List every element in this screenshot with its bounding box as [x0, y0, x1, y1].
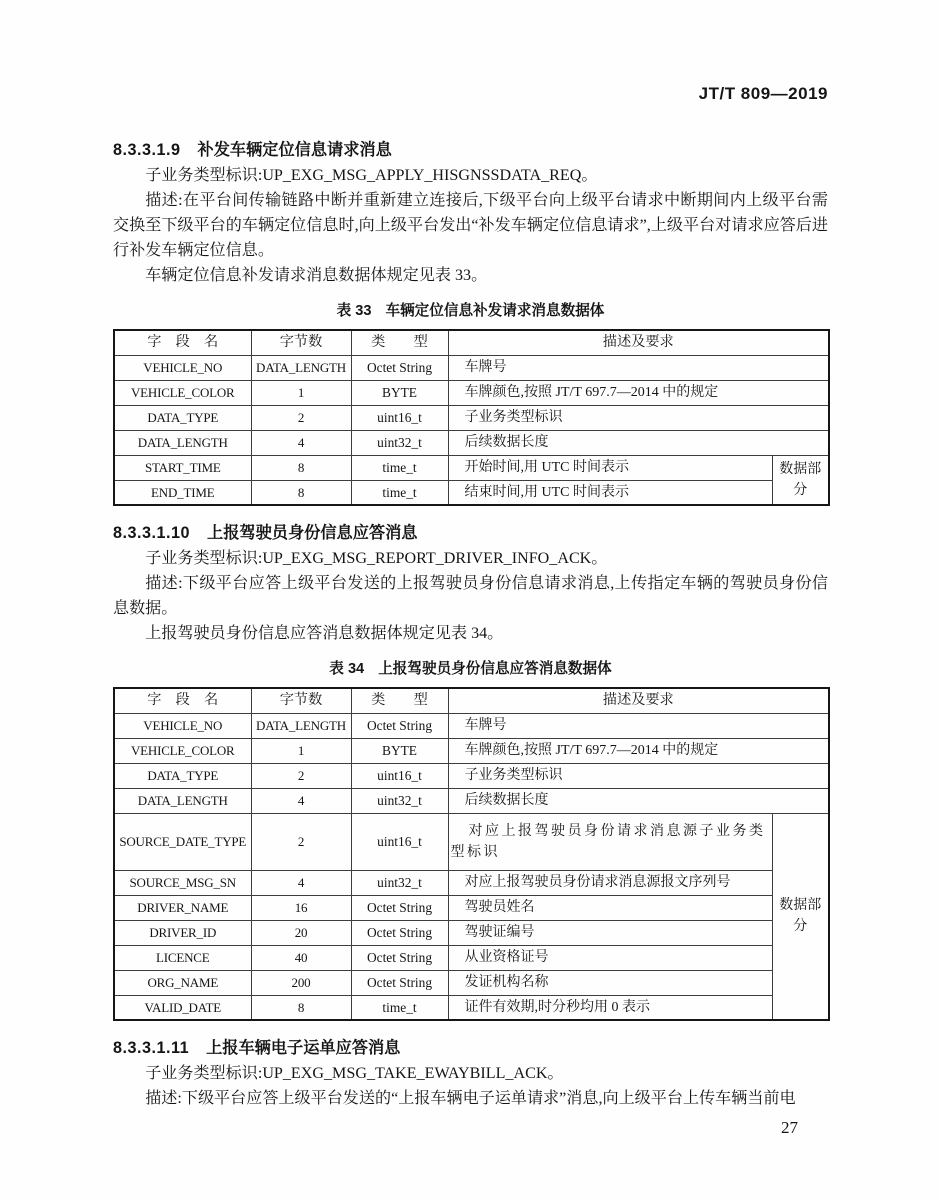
cell-field: DATA_LENGTH	[114, 788, 251, 813]
cell-field: DRIVER_ID	[114, 920, 251, 945]
cell-bytes: 200	[251, 970, 351, 995]
table-34	[113, 687, 830, 1021]
cell-desc: 对应上报驾驶员身份请求消息源报文序列号	[448, 870, 772, 895]
cell-field: START_TIME	[114, 455, 251, 480]
cell-bytes: 1	[251, 738, 351, 763]
table-row	[114, 405, 829, 430]
page-number: 27	[781, 1118, 798, 1137]
table-header-row	[114, 688, 829, 713]
cell-type: Octet String	[351, 945, 448, 970]
col-header-type: 类 型	[351, 688, 448, 713]
cell-desc: 驾驶员姓名	[448, 895, 772, 920]
table-caption-label: 表 34	[329, 661, 365, 677]
cell-bytes: 40	[251, 945, 351, 970]
cell-desc: 车牌号	[448, 355, 829, 380]
cell-type: uint32_t	[351, 430, 448, 455]
cell-type: Octet String	[351, 713, 448, 738]
clause-heading-11	[113, 1036, 828, 1061]
cell-field: END_TIME	[114, 480, 251, 505]
clause-number: 8.3.3.1.11	[113, 1039, 190, 1057]
cell-bytes: 1	[251, 380, 351, 405]
cell-type: Octet String	[351, 895, 448, 920]
cell-bytes: 2	[251, 405, 351, 430]
cell-desc: 开始时间,用 UTC 时间表示	[448, 455, 772, 480]
cell-bytes: DATA_LENGTH	[251, 713, 351, 738]
data-part-cell: 数据部分	[772, 813, 829, 1020]
section-8-3-3-1-11	[113, 1036, 828, 1111]
table-row	[114, 763, 829, 788]
table-row	[114, 813, 829, 870]
cell-bytes: 4	[251, 788, 351, 813]
table-row	[114, 380, 829, 405]
cell-type: Octet String	[351, 970, 448, 995]
cell-bytes: 2	[251, 763, 351, 788]
data-part-cell: 数据部分	[772, 455, 829, 505]
cell-type: time_t	[351, 455, 448, 480]
cell-type: uint16_t	[351, 813, 448, 870]
cell-field: ORG_NAME	[114, 970, 251, 995]
cell-type: uint32_t	[351, 788, 448, 813]
subtype-identifier-line: 子业务类型标识:UP_EXG_MSG_REPORT_DRIVER_INFO_ACK。	[145, 550, 608, 567]
table-caption-title: 车辆定位信息补发请求消息数据体	[385, 303, 605, 319]
table-reference-line: 车辆定位信息补发请求消息数据体规定见表 33。	[145, 267, 488, 284]
cell-desc: 子业务类型标识	[448, 405, 829, 430]
cell-desc: 从业资格证号	[448, 945, 772, 970]
cell-field: DATA_TYPE	[114, 763, 251, 788]
cell-desc: 车牌号	[448, 713, 829, 738]
cell-desc: 结束时间,用 UTC 时间表示	[448, 480, 772, 505]
cell-desc: 后续数据长度	[448, 430, 829, 455]
col-header-field: 字 段 名	[114, 330, 251, 355]
document-header	[113, 84, 828, 104]
table-row	[114, 895, 829, 920]
col-header-bytes: 字节数	[251, 330, 351, 355]
cell-bytes: 2	[251, 813, 351, 870]
cell-type: time_t	[351, 995, 448, 1020]
subtype-identifier-line: 子业务类型标识:UP_EXG_MSG_TAKE_EWAYBILL_ACK。	[145, 1065, 564, 1082]
col-header-desc: 描述及要求	[448, 330, 829, 355]
table-row	[114, 430, 829, 455]
cell-field: LICENCE	[114, 945, 251, 970]
clause-title: 上报驾驶员身份信息应答消息	[207, 524, 418, 542]
cell-field: SOURCE_DATE_TYPE	[114, 813, 251, 870]
cell-field: SOURCE_MSG_SN	[114, 870, 251, 895]
cell-field: VEHICLE_COLOR	[114, 738, 251, 763]
subtype-identifier-line: 子业务类型标识:UP_EXG_MSG_APPLY_HISGNSSDATA_REQ。	[145, 167, 598, 184]
cell-desc: 对应上报驾驶员身份请求消息源子业务类型标识	[448, 813, 772, 870]
cell-bytes: DATA_LENGTH	[251, 355, 351, 380]
cell-type: time_t	[351, 480, 448, 505]
table-caption-label: 表 33	[336, 303, 372, 319]
description-paragraph: 描述:在平台间传输链路中断并重新建立连接后,下级平台向上级平台请求中断期间内上级平台需交换至下级平台的车辆定位信息时,向上级平台发出“补发车辆定位信息请求”,上级平台对请求应答后进行补发车辆定位信息。	[113, 192, 828, 259]
cell-desc: 发证机构名称	[448, 970, 772, 995]
table-34-caption	[113, 657, 828, 678]
cell-bytes: 4	[251, 430, 351, 455]
cell-bytes: 20	[251, 920, 351, 945]
table-row	[114, 713, 829, 738]
table-33-caption	[113, 299, 828, 320]
cell-field: VALID_DATE	[114, 995, 251, 1020]
cell-bytes: 8	[251, 455, 351, 480]
table-33	[113, 329, 830, 506]
cell-type: BYTE	[351, 738, 448, 763]
cell-desc: 车牌颜色,按照 JT/T 697.7—2014 中的规定	[448, 738, 829, 763]
cell-type: uint32_t	[351, 870, 448, 895]
cell-type: BYTE	[351, 380, 448, 405]
section-8-3-3-1-9	[113, 138, 828, 288]
cell-bytes: 8	[251, 480, 351, 505]
clause-number: 8.3.3.1.9	[113, 141, 181, 159]
description-paragraph: 描述:下级平台应答上级平台发送的“上报车辆电子运单请求”消息,向上级平台上传车辆当前电	[145, 1090, 796, 1107]
table-row	[114, 920, 829, 945]
cell-field: VEHICLE_NO	[114, 713, 251, 738]
clause-number: 8.3.3.1.10	[113, 524, 191, 542]
clause-heading-10	[113, 521, 828, 546]
cell-field: DRIVER_NAME	[114, 895, 251, 920]
table-row	[114, 970, 829, 995]
cell-field: VEHICLE_NO	[114, 355, 251, 380]
table-row	[114, 870, 829, 895]
cell-desc: 证件有效期,时分秒均用 0 表示	[448, 995, 772, 1020]
cell-desc: 驾驶证编号	[448, 920, 772, 945]
clause-title: 补发车辆定位信息请求消息	[197, 141, 392, 159]
cell-field: DATA_LENGTH	[114, 430, 251, 455]
cell-type: uint16_t	[351, 763, 448, 788]
cell-type: Octet String	[351, 920, 448, 945]
clause-title: 上报车辆电子运单应答消息	[206, 1039, 401, 1057]
cell-field: VEHICLE_COLOR	[114, 380, 251, 405]
cell-field: DATA_TYPE	[114, 405, 251, 430]
cell-desc: 后续数据长度	[448, 788, 829, 813]
table-row	[114, 788, 829, 813]
cell-desc: 车牌颜色,按照 JT/T 697.7—2014 中的规定	[448, 380, 829, 405]
description-paragraph: 描述:下级平台应答上级平台发送的上报驾驶员身份信息请求消息,上传指定车辆的驾驶员身份信息数据。	[113, 575, 828, 617]
col-header-type: 类 型	[351, 330, 448, 355]
table-row	[114, 995, 829, 1020]
section-8-3-3-1-10	[113, 521, 828, 646]
table-row	[114, 945, 829, 970]
col-header-bytes: 字节数	[251, 688, 351, 713]
col-header-desc: 描述及要求	[448, 688, 829, 713]
table-row	[114, 355, 829, 380]
standard-number: JT/T 809—2019	[698, 84, 828, 103]
table-row	[114, 738, 829, 763]
cell-desc: 子业务类型标识	[448, 763, 829, 788]
table-row	[114, 455, 829, 480]
cell-type: Octet String	[351, 355, 448, 380]
clause-heading-9	[113, 138, 828, 163]
cell-bytes: 4	[251, 870, 351, 895]
col-header-field: 字 段 名	[114, 688, 251, 713]
cell-bytes: 8	[251, 995, 351, 1020]
cell-bytes: 16	[251, 895, 351, 920]
table-reference-line: 上报驾驶员身份信息应答消息数据体规定见表 34。	[145, 625, 504, 642]
table-caption-title: 上报驾驶员身份信息应答消息数据体	[378, 661, 612, 677]
table-row	[114, 480, 829, 505]
table-header-row	[114, 330, 829, 355]
cell-type: uint16_t	[351, 405, 448, 430]
